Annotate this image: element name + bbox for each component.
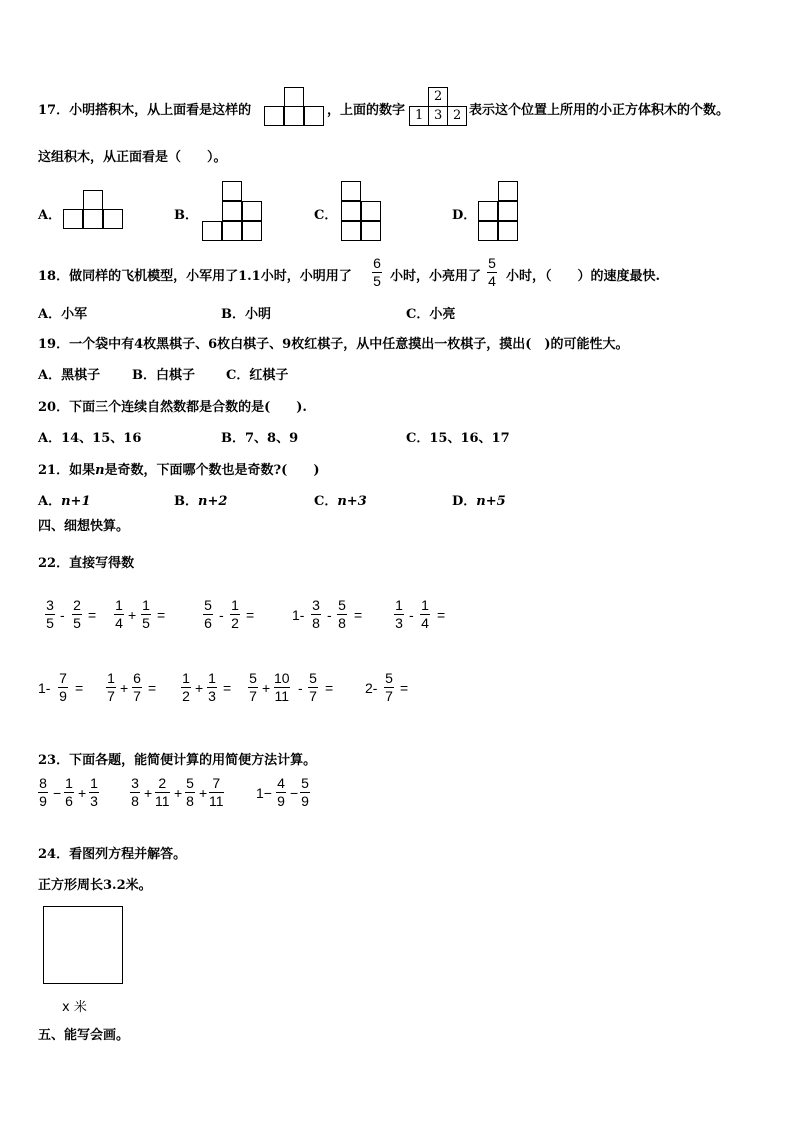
q21-option-d: D．n+5	[452, 494, 506, 509]
q17-digit-right: 2	[453, 108, 462, 123]
q17-digit-left: 1	[415, 108, 424, 123]
fraction: 1 4	[421, 597, 429, 631]
q20-option-c: C．15、16、17	[406, 431, 510, 446]
two-minus: 2-	[365, 680, 378, 696]
q24-title: 24．看图列方程并解答。	[38, 847, 187, 862]
q19-text: 19．一个袋中有4枚黑棋子、6枚白棋子、9枚红棋子，从中任意摸出一枚棋子，摸出( )的可能性大。	[38, 337, 629, 352]
q17-option-c-figure	[341, 181, 381, 241]
q21-variable: n	[95, 463, 105, 478]
q18-fraction-xiaoliang	[487, 256, 497, 289]
plus-sign: +	[195, 680, 204, 696]
one-minus: 1−	[256, 785, 272, 801]
fraction: 5 8	[186, 775, 194, 809]
q18-option-a: A．小军	[38, 307, 88, 322]
section-5-heading: 五、能写会画。	[38, 1028, 130, 1043]
q21-text	[38, 459, 319, 478]
equals-sign: =	[223, 680, 232, 696]
q17-digit-middle: 3	[434, 108, 443, 123]
q19-option-a: A．黑棋子	[38, 368, 101, 383]
equals-sign: =	[400, 680, 409, 696]
fraction: 8 9	[39, 775, 47, 809]
plus-sign: +	[128, 607, 137, 623]
equals-sign: =	[246, 607, 255, 623]
q17-text-part1: 17．小明搭积木，从上面看是这样的	[38, 103, 252, 118]
q19-option-b: B．白棋子	[132, 368, 195, 383]
fraction: 1 6	[65, 775, 73, 809]
equals-sign: =	[157, 607, 166, 623]
fraction: 10 11	[274, 670, 290, 704]
q17-question-line: 这组积木，从正面看是（ ）。	[38, 150, 227, 165]
q17-option-a-label: A．	[38, 208, 62, 223]
q19-option-c: C．红棋子	[226, 368, 289, 383]
fraction: 1 3	[208, 670, 216, 704]
q21-option-b: B．n+2	[174, 494, 228, 509]
fraction: 1 4	[115, 597, 123, 631]
fraction: 5 7	[385, 670, 393, 704]
q21-option-c: C．n+3	[314, 494, 367, 509]
fraction: 1 2	[231, 597, 239, 631]
q17-option-d-figure	[478, 181, 518, 241]
fraction: 2 11	[155, 775, 170, 809]
fraction: 5 8	[338, 597, 346, 631]
square-figure	[43, 906, 123, 984]
equals-sign: =	[354, 607, 363, 623]
q18-text-part2: 小时，小亮用了	[390, 269, 482, 284]
q18-option-c: C．小亮	[406, 307, 456, 322]
q18-text-part3: 小时，（ ）的速度最快.	[506, 269, 661, 284]
q20-text: 20．下面三个连续自然数都是合数的是( ).	[38, 400, 307, 415]
equals-sign: =	[325, 680, 334, 696]
fraction: 2 5	[73, 597, 81, 631]
plus-sign: +	[120, 680, 129, 696]
minus-sign: -	[298, 680, 303, 696]
minus-sign: −	[290, 785, 299, 801]
fraction: 1 2	[182, 670, 190, 704]
q20-option-b: B．7、8、9	[221, 431, 299, 446]
fraction: 4 9	[277, 775, 285, 809]
minus-sign: −	[53, 785, 62, 801]
q21-text-b: 是奇数，下面哪个数也是奇数?( )	[104, 463, 320, 478]
q17-option-d-label: D．	[452, 208, 477, 223]
fraction-numerator: 5	[488, 255, 496, 271]
plus-sign: +	[144, 785, 153, 801]
q17-option-a-figure	[63, 190, 123, 230]
minus-sign: -	[219, 607, 224, 623]
q17-top-view-grid	[264, 87, 324, 127]
q22-title: 22．直接写得数	[38, 556, 135, 571]
fraction: 1 7	[107, 670, 115, 704]
plus-sign: +	[174, 785, 183, 801]
fraction-denominator: 5	[373, 273, 381, 289]
minus-sign: -	[327, 607, 332, 623]
square-side-label: x 米	[62, 1000, 87, 1015]
q24-perimeter-text: 正方形周长3.2米。	[38, 878, 152, 893]
q20-option-a: A．14、15、16	[38, 431, 142, 446]
fraction: 7 11	[209, 775, 224, 809]
fraction: 1 3	[90, 775, 98, 809]
fraction: 3 8	[312, 597, 320, 631]
fraction-numerator: 6	[373, 255, 381, 271]
fraction: 1 5	[142, 597, 150, 631]
one-minus: 1-	[38, 680, 51, 696]
q17-text-part3: 表示这个位置上所用的小正方体积木的个数。	[469, 103, 730, 118]
fraction: 3 5	[46, 597, 54, 631]
fraction-denominator: 4	[488, 273, 496, 289]
plus-sign: +	[262, 680, 271, 696]
q17-option-b-figure	[202, 181, 262, 241]
fraction: 5 9	[301, 775, 309, 809]
q21-text-a: 21．如果	[38, 463, 96, 478]
minus-sign: -	[60, 607, 65, 623]
fraction: 5 6	[204, 597, 212, 631]
q23-title: 23．下面各题，能简便计算的用简便方法计算。	[38, 753, 317, 768]
q17-text-part2: ，上面的数字	[327, 103, 406, 118]
q17-option-b-label: B．	[174, 208, 198, 223]
equals-sign: =	[148, 680, 157, 696]
equals-sign: =	[88, 607, 97, 623]
plus-sign: +	[78, 785, 87, 801]
q18-text-part1: 18．做同样的飞机模型，小军用了1.1小时，小明用了	[38, 269, 352, 284]
fraction: 7 9	[59, 670, 67, 704]
q17-number-grid	[409, 87, 467, 127]
fraction: 5 7	[309, 670, 317, 704]
q18-option-b: B．小明	[221, 307, 271, 322]
equals-sign: =	[75, 680, 84, 696]
fraction: 6 7	[133, 670, 141, 704]
fraction: 3 8	[131, 775, 139, 809]
section-4-heading: 四、细想快算。	[38, 519, 130, 534]
q21-option-a: A．n+1	[38, 494, 91, 509]
q18-fraction-xiaoming	[372, 256, 382, 289]
equals-sign: =	[437, 607, 446, 623]
plus-sign: +	[199, 785, 208, 801]
q17-digit-top: 2	[434, 89, 443, 104]
one-minus: 1-	[292, 607, 305, 623]
q17-option-c-label: C．	[314, 208, 338, 223]
fraction: 5 7	[249, 670, 257, 704]
minus-sign: -	[409, 607, 414, 623]
fraction: 1 3	[395, 597, 403, 631]
